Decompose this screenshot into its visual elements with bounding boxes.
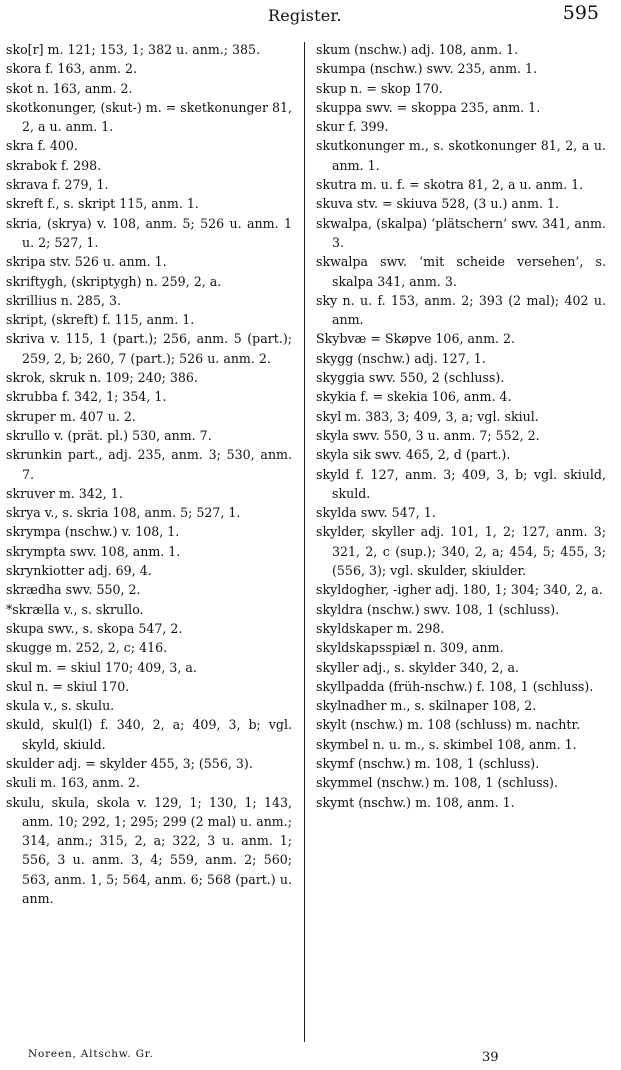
index-entry: skula v., s. skulu. bbox=[6, 698, 115, 714]
index-entry: skuld, skul(l) f. 340, 2, a; 409, 3, b; vgl. skyld, skiuld. bbox=[6, 717, 292, 752]
index-entry: skykia f. = skekia 106, anm. 4. bbox=[316, 389, 512, 405]
right-column bbox=[316, 40, 606, 812]
index-entry: skylder, skyller adj. 101, 1, 2; 127, anm. 3; 321, 2, c (sup.); 340, 2, a; 454, 5; 455, 3; (556, 3); vgl. skulder, skiulder. bbox=[316, 524, 606, 579]
index-entry: skwalpa swv. ‘mit scheide versehen’, s. skalpa 341, anm. 3. bbox=[316, 254, 606, 289]
index-entry: skot n. 163, anm. 2. bbox=[6, 80, 133, 96]
index-entry: skur f. 399. bbox=[316, 119, 389, 135]
index-entry: skript, (skreft) f. 115, anm. 1. bbox=[6, 312, 195, 328]
index-entry: skreft f., s. skript 115, anm. 1. bbox=[6, 196, 199, 212]
index-entry: sko[r] m. 121; 153, 1; 382 u. anm.; 385. bbox=[6, 42, 261, 57]
index-entry: skupa swv., s. skopa 547, 2. bbox=[6, 620, 183, 636]
index-entry: skutra m. u. f. = skotra 81, 2, a u. anm. 1. bbox=[316, 177, 584, 193]
index-entry: skutkonunger m., s. skotkonunger 81, 2, a u. anm. 1. bbox=[316, 138, 606, 173]
index-entry: skyla sik swv. 465, 2, d (part.). bbox=[316, 447, 511, 463]
index-entry: skotkonunger, (skut-) m. = sketkonunger 81, 2, a u. anm. 1. bbox=[6, 99, 293, 135]
index-entry: skrympa (nschw.) v. 108, 1. bbox=[6, 524, 180, 540]
index-entry: skrædha swv. 550, 2. bbox=[6, 582, 141, 598]
index-entry: skyller adj., s. skylder 340, 2, a. bbox=[316, 659, 520, 675]
index-entry: skul n. = skiul 170. bbox=[6, 678, 130, 694]
index-entry: skora f. 163, anm. 2. bbox=[6, 61, 138, 77]
index-entry: skymf (nschw.) m. 108, 1 (schluss). bbox=[316, 755, 540, 771]
index-entry: skylt (nschw.) m. 108 (schluss) m. nachtr. bbox=[316, 717, 581, 733]
index-entry: skrava f. 279, 1. bbox=[6, 177, 109, 193]
index-entry: skylnadher m., s. skilnaper 108, 2. bbox=[316, 698, 537, 714]
index-entry: skuva stv. = skiuva 528, (3 u.) anm. 1. bbox=[316, 196, 559, 212]
index-entry: skul m. = skiul 170; 409, 3, a. bbox=[6, 659, 197, 675]
index-entry: skyllpadda (früh-nschw.) f. 108, 1 (schluss). bbox=[316, 678, 594, 694]
index-entry: skrok, skruk n. 109; 240; 386. bbox=[6, 370, 198, 386]
index-entry: skripa stv. 526 u. anm. 1. bbox=[6, 254, 167, 270]
index-entry: skuppa swv. = skoppa 235, anm. 1. bbox=[316, 99, 541, 115]
index-entry: skriva v. 115, 1 (part.); 256, anm. 5 (part.); 259, 2, b; 260, 7 (part.); 526 u. anm. 2. bbox=[6, 331, 292, 366]
index-entry: skrubba f. 342, 1; 354, 1. bbox=[6, 389, 167, 405]
footer-book-title: Noreen, Altschw. Gr. bbox=[28, 1048, 154, 1060]
index-entry: *skrælla v., s. skrullo. bbox=[6, 601, 144, 617]
page-number: 595 bbox=[562, 2, 599, 24]
index-entry: skyldra (nschw.) swv. 108, 1 (schluss). bbox=[316, 601, 560, 617]
index-entry: skugge m. 252, 2, c; 416. bbox=[6, 640, 168, 656]
index-entry: skylda swv. 547, 1. bbox=[316, 505, 436, 521]
index-entry: skyldskaper m. 298. bbox=[316, 620, 445, 636]
index-entry: sky n. u. f. 153, anm. 2; 393 (2 mal); 402 u. anm. bbox=[316, 292, 606, 328]
index-entry: skruper m. 407 u. 2. bbox=[6, 408, 136, 424]
index-entry: skria, (skrya) v. 108, anm. 5; 526 u. anm. 1 u. 2; 527, 1. bbox=[6, 215, 292, 250]
index-entry: skyggia swv. 550, 2 (schluss). bbox=[316, 370, 505, 386]
index-entry: skyld f. 127, anm. 3; 409, 3, b; vgl. skiuld, skuld. bbox=[316, 466, 606, 501]
index-entry: skyl m. 383, 3; 409, 3, a; vgl. skiul. bbox=[316, 408, 539, 424]
index-entry: skrillius n. 285, 3. bbox=[6, 292, 121, 308]
index-entry: skuli m. 163, anm. 2. bbox=[6, 775, 140, 791]
index-entry: skyldogher, -igher adj. 180, 1; 304; 340, 2, a. bbox=[316, 582, 603, 598]
index-entry: skrunkin part., adj. 235, anm. 3; 530, anm. 7. bbox=[6, 447, 292, 482]
index-entry: skrullo v. (prät. pl.) 530, anm. 7. bbox=[6, 427, 212, 443]
index-entry: skymbel n. u. m., s. skimbel 108, anm. 1. bbox=[316, 736, 577, 752]
index-entry: skruver m. 342, 1. bbox=[6, 485, 123, 501]
running-head: Register. bbox=[268, 6, 342, 25]
footer-signature: 39 bbox=[482, 1050, 499, 1065]
index-entry: skulder adj. = skylder 455, 3; (556, 3). bbox=[6, 755, 253, 771]
index-entry: skrynkiotter adj. 69, 4. bbox=[6, 563, 152, 579]
index-entry: skygg (nschw.) adj. 127, 1. bbox=[316, 350, 486, 366]
left-column bbox=[6, 40, 292, 908]
column-divider bbox=[304, 42, 305, 1042]
index-entry: skriftygh, (skriptygh) n. 259, 2, a. bbox=[6, 273, 222, 289]
index-entry: skra f. 400. bbox=[6, 138, 78, 154]
index-entry: skymmel (nschw.) m. 108, 1 (schluss). bbox=[316, 775, 558, 791]
page-header bbox=[0, 2, 621, 30]
index-entry: skrya v., s. skria 108, anm. 5; 527, 1. bbox=[6, 505, 241, 521]
index-entry: skrabok f. 298. bbox=[6, 157, 102, 173]
index-entry: skwalpa, (skalpa) ‘plätschern’ swv. 341, anm. 3. bbox=[316, 215, 606, 250]
index-entry: skymt (nschw.) m. 108, anm. 1. bbox=[316, 794, 515, 810]
index-entry: Skybvæ = Skøpve 106, anm. 2. bbox=[316, 331, 516, 347]
index-entry: skumpa (nschw.) swv. 235, anm. 1. bbox=[316, 61, 538, 77]
index-entry: skyldskapsspiæl n. 309, anm. bbox=[316, 640, 504, 656]
index-entry: skrympta swv. 108, anm. 1. bbox=[6, 543, 181, 559]
index-entry: skulu, skula, skola v. 129, 1; 130, 1; 143, anm. 10; 292, 1; 295; 299 (2 mal) u. anm.; 314, anm.; 315, 2, a; 322, 3 u. anm. 1; 556, 3 u. anm. 3, 4; 559, anm. 2; 560; 563, anm. 1, 5; 564, anm. 6; 568 (part.) u. anm. bbox=[6, 794, 292, 907]
index-entry: skyla swv. 550, 3 u. anm. 7; 552, 2. bbox=[316, 427, 540, 443]
index-entry: skup n. = skop 170. bbox=[316, 80, 443, 96]
index-entry: skum (nschw.) adj. 108, anm. 1. bbox=[316, 42, 519, 57]
